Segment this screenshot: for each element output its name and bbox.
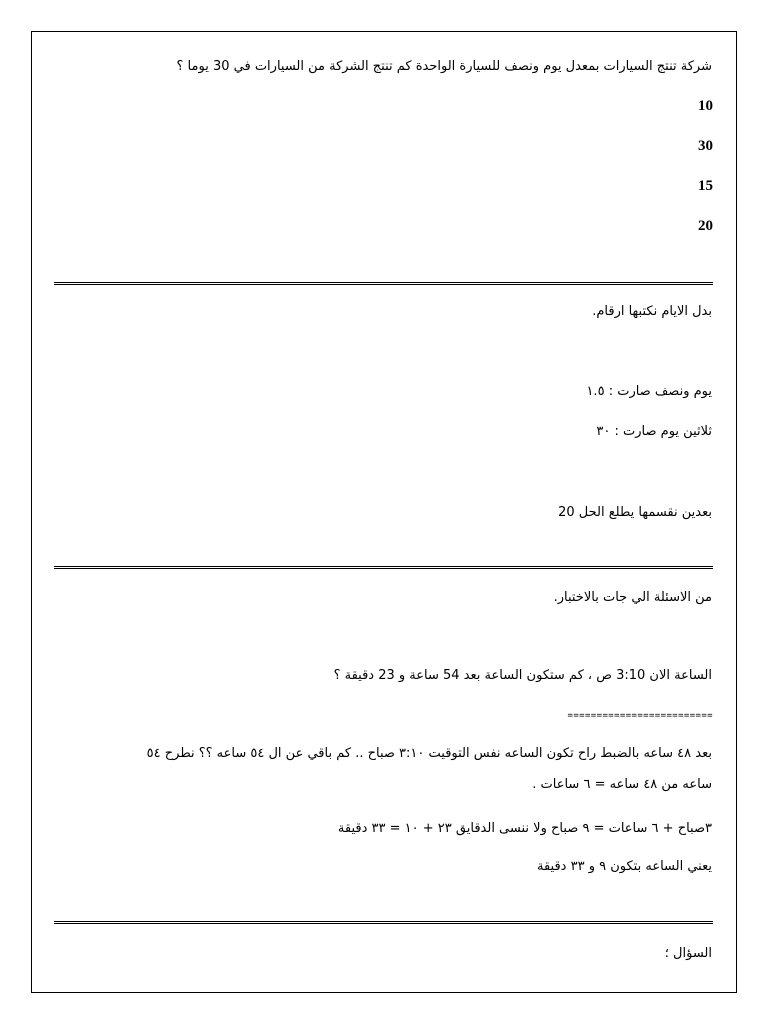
conclusion-line: يعني الساعه بتكون ٩ و ٣٣ دقيقة <box>537 859 712 874</box>
section-2-question: الساعة الان 3:10 ص ، كم ستكون الساعة بعد 54 ساعة و 23 دقيقة ؟ <box>333 668 712 683</box>
option-4: 20 <box>698 218 713 234</box>
section-divider-2 <box>54 566 713 569</box>
option-1: 10 <box>698 98 713 114</box>
answer-1-result: بعدين نقسمها يطلع الحل 20 <box>558 505 712 520</box>
section-2-intro: من الاسئلة الي جات بالاختبار. <box>553 590 712 605</box>
question-1-text: شركة تنتج السيارات بمعدل يوم ونصف للسيارة الواحدة كم تنتج الشركة من السيارات في 30 يوما ؟ <box>176 59 712 74</box>
option-2: 30 <box>698 138 713 154</box>
section-3-label: السؤال ؛ <box>664 946 712 961</box>
calculation-line: ٣صباح + ٦ ساعات = ٩ صباح ولا ننسى الدقايق ٢٣ + ١٠ = ٣٣ دقيقة <box>337 821 712 836</box>
explanation-line-2: ساعه من ٤٨ ساعه = ٦ ساعات . <box>532 777 712 792</box>
equals-separator-line: ========================= <box>567 711 713 721</box>
section-divider-1 <box>54 282 713 285</box>
explanation-line-1: بعد ٤٨ ساعه بالضبط راح تكون الساعه نفس التوقيت ٣:١٠ صباح .. كم باقي عن ال ٥٤ ساعه ؟؟ نطرح ٥٤ <box>146 746 712 761</box>
option-3: 15 <box>698 178 713 194</box>
answer-1-line-1: يوم ونصف صارت : ١.٥ <box>586 384 712 399</box>
section-divider-3 <box>54 921 713 924</box>
answer-1-intro: بدل الايام نكتبها ارقام. <box>592 304 712 319</box>
answer-1-line-2: ثلاثين يوم صارت : ٣٠ <box>596 424 712 439</box>
